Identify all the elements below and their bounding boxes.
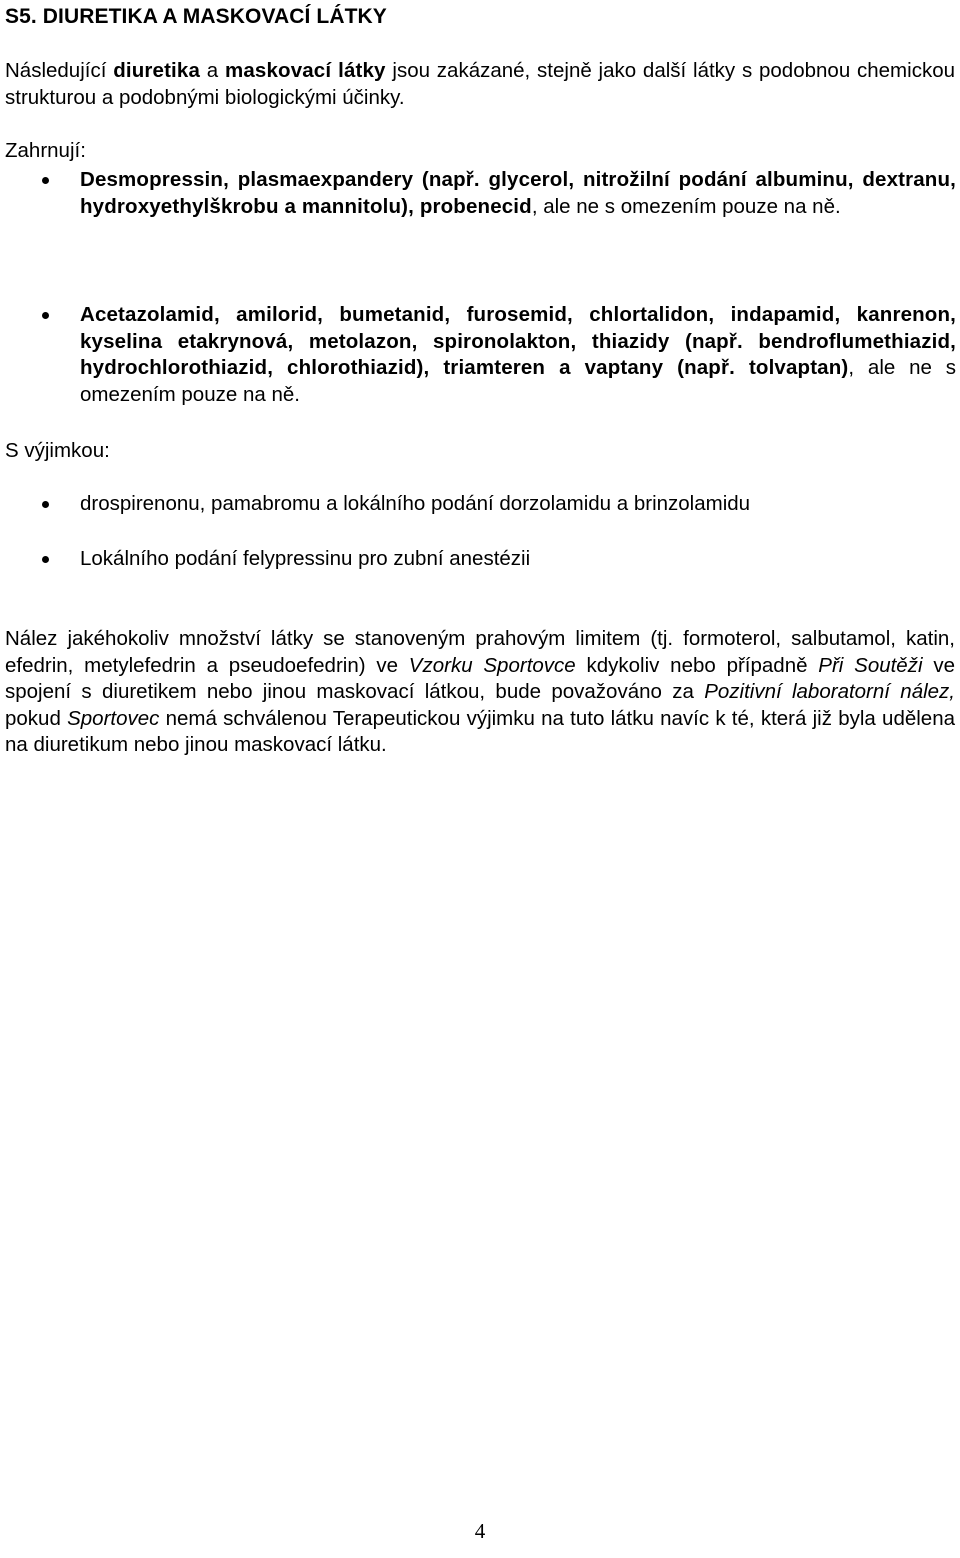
intro-text-1: Následující [5, 59, 114, 82]
intro-diuretika: diuretika [113, 59, 200, 82]
list-item-bold: Desmopressin, plasmaexpandery (např. glycerol, nitrožilní podání albuminu, dextranu, hydroxyethylškrobu a mannitolu), probenecid [80, 168, 956, 218]
finding-text-5: nemá schválenou Terapeutickou výjimku na tuto látku navíc k té, která již byla udělena na diuretikum nebo jinou maskovací látku. [5, 706, 955, 756]
intro-paragraph [5, 58, 955, 111]
list-item-text: drospirenonu, pamabromu a lokálního podání dorzolamidu a brinzolamidu [80, 492, 751, 515]
bullet-icon [42, 556, 49, 563]
section-heading: S5. DIURETIKA A MASKOVACÍ LÁTKY [5, 5, 387, 28]
exceptions-label: S výjimkou: [5, 439, 110, 462]
page-number: 4 [474, 1519, 486, 1543]
finding-italic-4: Sportovec [67, 706, 160, 730]
finding-italic-1: Vzorku Sportovce [408, 653, 576, 677]
finding-paragraph [5, 626, 955, 759]
finding-text-2: kdykoliv nebo případně [575, 653, 819, 677]
bullet-icon [42, 501, 49, 508]
finding-italic-2: Při Soutěži [818, 653, 923, 677]
list-item-bold: Acetazolamid, amilorid, bumetanid, furosemid, chlortalidon, indapamid, kanrenon, kyselina etakrynová, metolazon, spironolakton, thiazidy (např. bendroflumethiazid, hydrochlorothiazid, chlorothiazid), triamteren a vaptany (např. tolvaptan) [80, 303, 956, 379]
finding-text-4: pokud [5, 706, 68, 730]
list-item-normal: , ale ne s omezením pouze na ně. [531, 194, 841, 218]
list-item-text: Lokálního podání felypressinu pro zubní anestézii [80, 547, 531, 570]
finding-text-3: ve spojení s diuretikem nebo jinou maskovací látkou, bude považováno za [5, 653, 955, 703]
intro-maskovaci-latky: maskovací látky [224, 59, 386, 82]
intro-text-5: jsou zakázané, stejně jako další látky s podobnou chemickou strukturou a podobnými biologickými účinky. [5, 59, 955, 109]
bullet-icon [42, 312, 49, 319]
includes-label: Zahrnují: [5, 139, 86, 162]
finding-italic-3: Pozitivní laboratorní nález, [704, 680, 956, 703]
intro-text-3: a [200, 59, 225, 82]
finding-text-1: Nález jakéhokoliv množství látky se stanoveným prahovým limitem (tj. formoterol, salbutamol, katin, efedrin, metylefedrin a pseudoefedrin) ve [5, 627, 955, 677]
list-item-normal: , ale ne s omezením pouze na ně. [80, 356, 956, 406]
list-item-text [80, 167, 956, 220]
bullet-icon [42, 177, 49, 184]
list-item-text [80, 302, 956, 408]
